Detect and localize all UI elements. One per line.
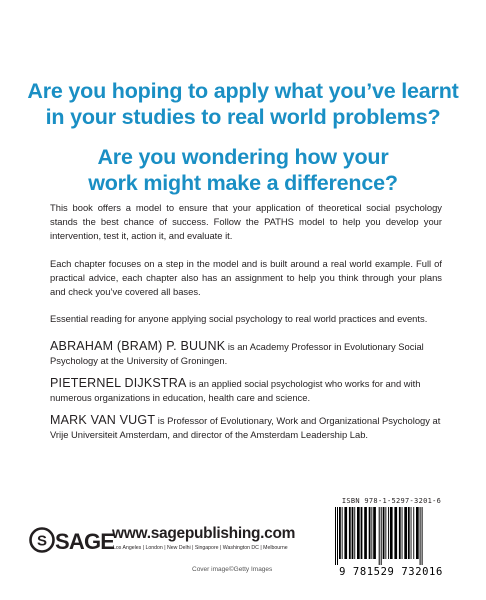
barcode-bar [408, 507, 410, 559]
barcode-bar [413, 507, 414, 559]
sage-logo-icon [29, 526, 115, 554]
barcode-bar [416, 507, 419, 559]
headline-2-line-2: work might make a difference? [88, 171, 398, 195]
author-bio-text: is an applied social psychologist who works for and with numerous organizations in education, health care and science. [50, 378, 421, 403]
author-bio-text: is Professor of Evolutionary, Work and Organizational Psychology at Vrije Universiteit Amsterdam, and director of the Amsterdam Leadership Lab. [50, 415, 441, 440]
barcode-bar [379, 507, 380, 565]
headline-2-line-1: Are you wondering how your [97, 145, 389, 169]
isbn-barcode [325, 497, 458, 577]
barcode-bar [404, 507, 407, 559]
barcode-bar [364, 507, 367, 559]
barcode-bar [335, 507, 336, 565]
barcode-bar [373, 507, 376, 559]
description-paragraph-2: Each chapter focuses on a step in the model and is built around a real world example. Full of practical advice, each chapter also has an assignment to help you think through your plans and check you’ve covered all bases. [50, 258, 442, 297]
barcode-bar [344, 507, 347, 559]
author-name: PIETERNEL DIJKSTRA [50, 376, 187, 390]
publisher-url: www.sagepublishing.com [112, 525, 296, 542]
barcode-bar [411, 507, 412, 559]
barcode-icon [325, 507, 458, 577]
barcode-bar [369, 507, 371, 559]
author-bio-van-vugt [50, 413, 450, 442]
sage-logo-text: SAGE [55, 529, 115, 554]
publisher-cities: Los Angeles | London | New Delhi | Singapore | Washington DC | Melbourne [113, 545, 288, 551]
barcode-bar [342, 507, 343, 559]
barcode-bar [390, 507, 393, 559]
headline-1-line-1: Are you hoping to apply what you’ve learnt [27, 79, 459, 103]
barcode-bar [385, 507, 386, 559]
barcode-bar [361, 507, 363, 559]
barcode-bar [394, 507, 397, 559]
barcode-bar [381, 507, 382, 565]
barcode-digits: 9 781529 732016 [339, 566, 443, 578]
author-name: ABRAHAM (BRAM) P. BUUNK [50, 339, 226, 353]
barcode-bar [354, 507, 355, 559]
barcode-bar [371, 507, 372, 559]
barcode-bar [422, 507, 423, 565]
barcode-bar [388, 507, 389, 559]
barcode-bar [339, 507, 341, 559]
cover-image-credit: Cover image©Getty Images [192, 566, 273, 573]
headline-question-2 [0, 144, 486, 196]
author-bio-text: is an Academy Professor in Evolutionary Social Psychology at the University of Groningen. [50, 341, 424, 366]
barcode-bar [352, 507, 354, 559]
publisher-block [29, 524, 299, 558]
barcode-bar [337, 507, 338, 565]
author-bio-buunk [50, 339, 450, 368]
barcode-bar [399, 507, 401, 559]
headline-1-line-2: in your studies to real world problems? [45, 105, 441, 129]
description-paragraph-3: Essential reading for anyone applying social psychology to real world practices and events. [50, 313, 428, 324]
author-name: MARK VAN VUGT [50, 413, 156, 427]
author-bio-dijkstra [50, 376, 450, 405]
barcode-bar [349, 507, 351, 559]
description-paragraph-1: This book offers a model to ensure that your application of theoretical social psychology stands the best chance of success. Follow the PATHS model to help you develop your intervention, test it, action it, and evaluate it. [50, 202, 442, 241]
headline-question-1 [0, 78, 486, 130]
barcode-bar [357, 507, 360, 559]
svg-text:S: S [36, 532, 48, 550]
barcode-bar [402, 507, 403, 559]
barcode-bar [420, 507, 421, 565]
barcode-bar [383, 507, 385, 559]
isbn-label: ISBN 978-1-5297-3201-6 [341, 497, 442, 505]
